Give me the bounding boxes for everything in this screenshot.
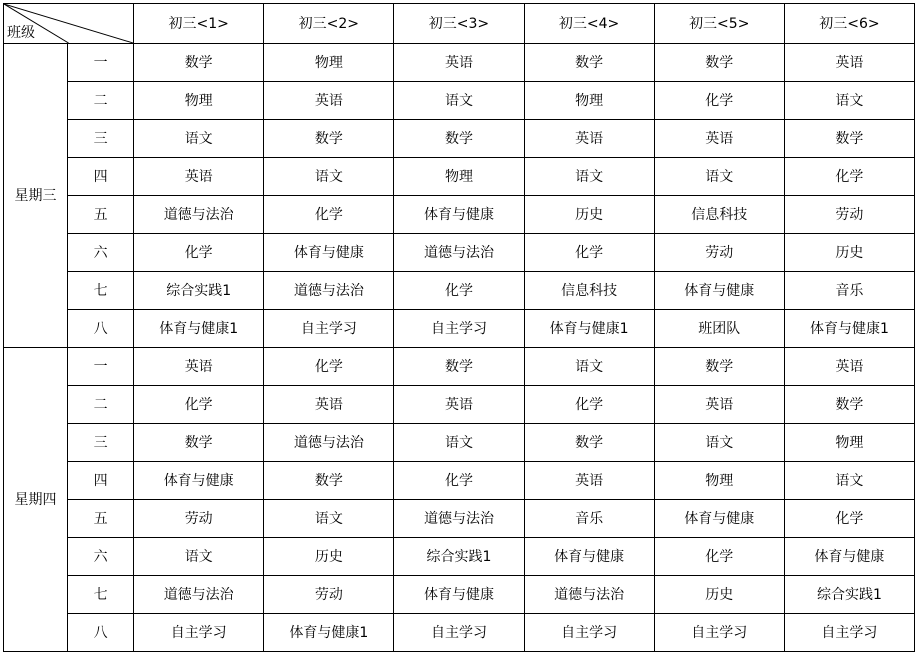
subject-cell: 体育与健康: [654, 500, 784, 538]
period-cell: 四: [68, 462, 134, 500]
subject-cell: 体育与健康: [654, 272, 784, 310]
subject-cell: 化学: [394, 272, 524, 310]
subject-cell: 体育与健康: [394, 196, 524, 234]
subject-cell: 英语: [524, 462, 654, 500]
table-row: [4, 500, 915, 538]
subject-cell: 语文: [264, 158, 394, 196]
subject-cell: 综合实践1: [784, 576, 914, 614]
corner-cell: [4, 4, 134, 44]
timetable: [3, 3, 915, 652]
subject-cell: 劳动: [784, 196, 914, 234]
subject-cell: 信息科技: [524, 272, 654, 310]
subject-cell: 音乐: [524, 500, 654, 538]
table-row: [4, 234, 915, 272]
subject-cell: 语文: [654, 158, 784, 196]
subject-cell: 化学: [394, 462, 524, 500]
period-cell: 五: [68, 196, 134, 234]
subject-cell: 语文: [524, 158, 654, 196]
class-header: 初三<4>: [524, 4, 654, 44]
subject-cell: 数学: [134, 424, 264, 462]
period-cell: 五: [68, 500, 134, 538]
subject-cell: 自主学习: [394, 310, 524, 348]
subject-cell: 劳动: [654, 234, 784, 272]
table-row: [4, 158, 915, 196]
subject-cell: 英语: [784, 44, 914, 82]
subject-cell: 综合实践1: [394, 538, 524, 576]
subject-cell: 英语: [264, 82, 394, 120]
period-cell: 二: [68, 386, 134, 424]
subject-cell: 语文: [394, 424, 524, 462]
subject-cell: 道德与法治: [394, 500, 524, 538]
subject-cell: 自主学习: [394, 614, 524, 652]
day-cell: 星期四: [4, 348, 68, 652]
subject-cell: 物理: [784, 424, 914, 462]
table-row: [4, 272, 915, 310]
subject-cell: 体育与健康: [394, 576, 524, 614]
class-header: 初三<3>: [394, 4, 524, 44]
subject-cell: 自主学习: [654, 614, 784, 652]
period-cell: 三: [68, 120, 134, 158]
subject-cell: 化学: [784, 500, 914, 538]
subject-cell: 物理: [394, 158, 524, 196]
subject-cell: 化学: [134, 386, 264, 424]
subject-cell: 化学: [654, 538, 784, 576]
subject-cell: 自主学习: [134, 614, 264, 652]
table-row: [4, 82, 915, 120]
class-header: 初三<5>: [654, 4, 784, 44]
subject-cell: 体育与健康1: [784, 310, 914, 348]
subject-cell: 体育与健康: [524, 538, 654, 576]
subject-cell: 语文: [134, 538, 264, 576]
table-row: [4, 120, 915, 158]
subject-cell: 化学: [264, 196, 394, 234]
period-cell: 三: [68, 424, 134, 462]
subject-cell: 英语: [264, 386, 394, 424]
subject-cell: 道德与法治: [524, 576, 654, 614]
subject-cell: 数学: [524, 424, 654, 462]
subject-cell: 化学: [134, 234, 264, 272]
subject-cell: 体育与健康: [784, 538, 914, 576]
subject-cell: 英语: [394, 386, 524, 424]
table-row: [4, 196, 915, 234]
subject-cell: 自主学习: [524, 614, 654, 652]
subject-cell: 历史: [654, 576, 784, 614]
subject-cell: 语文: [784, 462, 914, 500]
class-header: 初三<1>: [134, 4, 264, 44]
subject-cell: 语文: [264, 500, 394, 538]
period-cell: 二: [68, 82, 134, 120]
period-cell: 四: [68, 158, 134, 196]
table-row: [4, 576, 915, 614]
subject-cell: 道德与法治: [134, 576, 264, 614]
subject-cell: 数学: [784, 120, 914, 158]
subject-cell: 数学: [394, 348, 524, 386]
period-cell: 八: [68, 614, 134, 652]
subject-cell: 体育与健康: [134, 462, 264, 500]
subject-cell: 英语: [654, 120, 784, 158]
table-row: [4, 424, 915, 462]
table-row: [4, 614, 915, 652]
subject-cell: 体育与健康1: [134, 310, 264, 348]
subject-cell: 道德与法治: [264, 272, 394, 310]
subject-cell: 数学: [654, 348, 784, 386]
day-cell: 星期三: [4, 44, 68, 348]
subject-cell: 物理: [264, 44, 394, 82]
subject-cell: 英语: [134, 158, 264, 196]
subject-cell: 道德与法治: [394, 234, 524, 272]
header-row: [4, 4, 915, 44]
subject-cell: 化学: [654, 82, 784, 120]
subject-cell: 英语: [784, 348, 914, 386]
table-row: [4, 348, 915, 386]
subject-cell: 信息科技: [654, 196, 784, 234]
table-row: [4, 310, 915, 348]
subject-cell: 体育与健康1: [264, 614, 394, 652]
subject-cell: 语文: [134, 120, 264, 158]
subject-cell: 物理: [134, 82, 264, 120]
subject-cell: 体育与健康1: [524, 310, 654, 348]
subject-cell: 班团队: [654, 310, 784, 348]
subject-cell: 劳动: [134, 500, 264, 538]
subject-cell: 历史: [524, 196, 654, 234]
subject-cell: 英语: [524, 120, 654, 158]
subject-cell: 语文: [654, 424, 784, 462]
subject-cell: 道德与法治: [134, 196, 264, 234]
subject-cell: 综合实践1: [134, 272, 264, 310]
subject-cell: 数学: [524, 44, 654, 82]
period-cell: 六: [68, 538, 134, 576]
class-header: 初三<6>: [784, 4, 914, 44]
subject-cell: 自主学习: [264, 310, 394, 348]
period-cell: 一: [68, 44, 134, 82]
subject-cell: 数学: [394, 120, 524, 158]
subject-cell: 物理: [654, 462, 784, 500]
subject-cell: 体育与健康: [264, 234, 394, 272]
table-row: [4, 462, 915, 500]
subject-cell: 语文: [784, 82, 914, 120]
subject-cell: 语文: [394, 82, 524, 120]
period-cell: 八: [68, 310, 134, 348]
subject-cell: 英语: [654, 386, 784, 424]
subject-cell: 历史: [784, 234, 914, 272]
subject-cell: 音乐: [784, 272, 914, 310]
subject-cell: 英语: [394, 44, 524, 82]
subject-cell: 物理: [524, 82, 654, 120]
period-cell: 一: [68, 348, 134, 386]
subject-cell: 数学: [264, 462, 394, 500]
subject-cell: 数学: [264, 120, 394, 158]
subject-cell: 语文: [524, 348, 654, 386]
subject-cell: 化学: [264, 348, 394, 386]
subject-cell: 化学: [524, 386, 654, 424]
subject-cell: 数学: [134, 44, 264, 82]
period-cell: 六: [68, 234, 134, 272]
corner-label: 班级: [7, 25, 35, 41]
subject-cell: 历史: [264, 538, 394, 576]
subject-cell: 道德与法治: [264, 424, 394, 462]
class-header: 初三<2>: [264, 4, 394, 44]
subject-cell: 数学: [784, 386, 914, 424]
period-cell: 七: [68, 272, 134, 310]
table-row: [4, 386, 915, 424]
subject-cell: 自主学习: [784, 614, 914, 652]
table-row: [4, 538, 915, 576]
period-cell: 七: [68, 576, 134, 614]
subject-cell: 数学: [654, 44, 784, 82]
subject-cell: 化学: [524, 234, 654, 272]
subject-cell: 化学: [784, 158, 914, 196]
table-row: [4, 44, 915, 82]
subject-cell: 劳动: [264, 576, 394, 614]
subject-cell: 英语: [134, 348, 264, 386]
